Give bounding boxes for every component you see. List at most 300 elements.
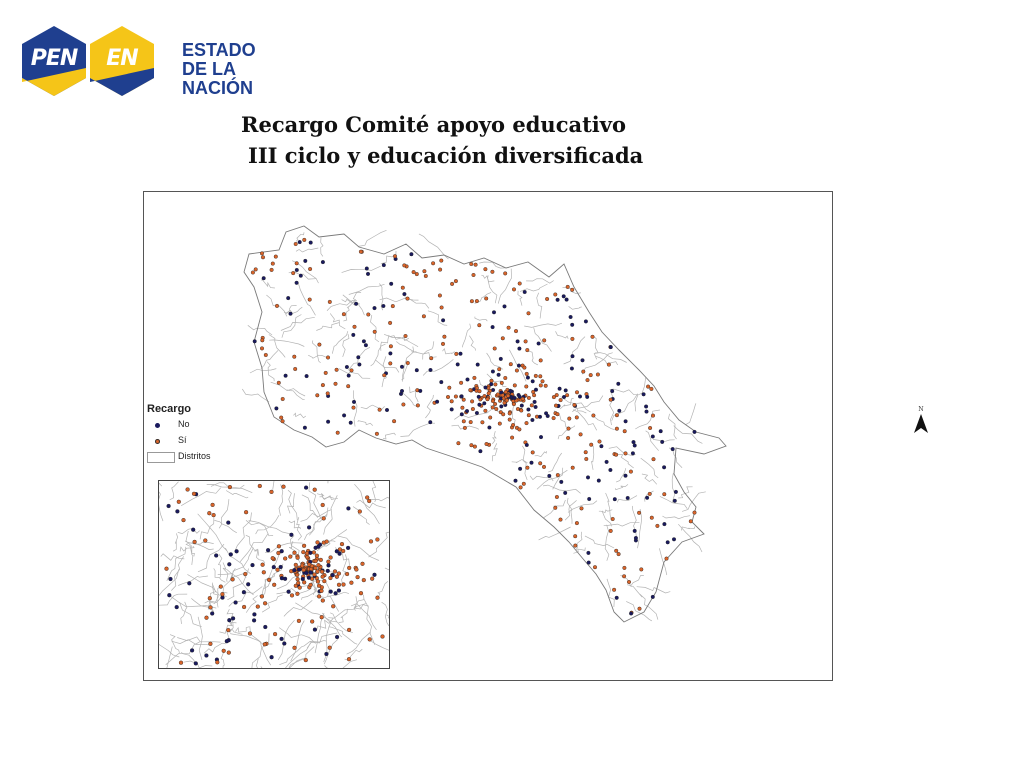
school-point: [587, 497, 591, 501]
school-point: [400, 389, 404, 393]
school-point: [637, 511, 641, 515]
school-point: [490, 379, 494, 383]
district-boundary: [235, 627, 249, 632]
school-point: [271, 556, 275, 560]
school-point: [537, 342, 541, 346]
school-point: [314, 566, 318, 570]
district-boundary: [593, 336, 598, 360]
district-boundary: [492, 431, 496, 444]
school-point: [589, 443, 593, 447]
school-point: [252, 619, 256, 623]
school-point: [316, 541, 320, 545]
school-point: [314, 559, 318, 563]
school-point: [663, 492, 667, 496]
school-point: [179, 661, 183, 665]
school-point: [652, 457, 656, 461]
school-point: [309, 241, 313, 245]
school-point: [243, 572, 247, 576]
district-boundary: [282, 315, 302, 338]
school-point: [512, 288, 516, 292]
district-boundary: [442, 349, 454, 354]
school-point: [271, 262, 275, 266]
school-point: [642, 393, 646, 397]
school-point: [385, 408, 389, 412]
school-point: [559, 518, 563, 522]
district-boundary: [548, 453, 562, 472]
school-point: [533, 400, 537, 404]
district-boundary: [668, 414, 676, 439]
school-point: [219, 585, 223, 589]
school-point: [496, 393, 500, 397]
school-point: [492, 311, 496, 315]
school-point: [617, 552, 621, 556]
school-point: [569, 315, 573, 319]
school-point: [302, 544, 306, 548]
school-point: [388, 321, 392, 325]
school-point: [359, 591, 363, 595]
school-point: [558, 387, 562, 391]
school-point: [611, 517, 615, 521]
school-point: [518, 467, 522, 471]
school-point: [525, 385, 529, 389]
school-point: [273, 632, 277, 636]
school-point: [544, 384, 548, 388]
school-point: [674, 490, 678, 494]
school-point: [367, 499, 371, 503]
school-point: [673, 499, 677, 503]
district-boundary: [488, 275, 497, 303]
school-point: [457, 441, 461, 445]
district-boundary: [376, 360, 399, 372]
school-point: [277, 551, 281, 555]
district-boundary: [159, 481, 163, 521]
school-point: [671, 447, 675, 451]
legend-no-label: No: [178, 419, 190, 429]
school-point: [450, 400, 454, 404]
district-boundary: [685, 403, 696, 424]
school-point: [209, 606, 213, 610]
school-point: [651, 435, 655, 439]
school-point: [295, 573, 299, 577]
school-point: [347, 566, 351, 570]
school-point: [486, 397, 490, 401]
school-point: [538, 462, 542, 466]
school-point: [554, 506, 558, 510]
school-point: [644, 405, 648, 409]
school-point: [274, 255, 278, 259]
school-point: [345, 365, 349, 369]
school-point: [309, 551, 313, 555]
school-point: [331, 604, 335, 608]
school-point: [429, 368, 433, 372]
school-point: [329, 556, 333, 560]
school-point: [347, 374, 351, 378]
school-point: [559, 398, 563, 402]
district-boundary: [640, 594, 658, 620]
school-point: [304, 658, 308, 662]
school-point: [461, 406, 465, 410]
school-point: [556, 298, 560, 302]
school-point: [633, 529, 637, 533]
school-point: [326, 420, 330, 424]
school-point: [581, 359, 585, 363]
school-point: [484, 409, 488, 413]
district-boundary: [423, 359, 453, 375]
school-point: [470, 262, 474, 266]
school-point: [286, 296, 290, 300]
district-boundary: [298, 282, 316, 315]
school-point: [626, 496, 630, 500]
district-boundary: [273, 481, 281, 490]
school-point: [226, 521, 230, 525]
school-point: [530, 461, 534, 465]
school-point: [526, 466, 530, 470]
school-point: [282, 485, 286, 489]
district-boundary: [596, 356, 618, 365]
school-point: [324, 371, 328, 375]
school-point: [650, 516, 654, 520]
school-point: [312, 551, 316, 555]
district-boundary: [591, 443, 594, 470]
district-boundary: [219, 554, 222, 577]
school-point: [347, 628, 351, 632]
school-point: [352, 400, 356, 404]
district-boundary: [672, 473, 675, 502]
district-boundary: [537, 293, 542, 319]
en-badge-text: EN: [106, 46, 138, 71]
district-boundary: [226, 491, 248, 498]
school-point: [258, 484, 262, 488]
school-point: [263, 625, 267, 629]
school-point: [355, 568, 359, 572]
school-point: [424, 274, 428, 278]
district-boundary: [400, 423, 435, 436]
school-point: [225, 639, 229, 643]
school-point: [365, 496, 369, 500]
school-point: [491, 270, 495, 274]
school-point: [542, 465, 546, 469]
school-point: [373, 573, 377, 577]
district-boundary: [356, 596, 377, 630]
school-point: [459, 352, 463, 356]
school-point: [485, 442, 489, 446]
school-point: [617, 382, 621, 386]
school-point: [648, 492, 652, 496]
school-point: [186, 488, 190, 492]
school-point: [302, 568, 306, 572]
school-point: [194, 662, 198, 666]
district-boundary: [236, 512, 252, 549]
school-point: [499, 357, 503, 361]
school-point: [347, 507, 351, 511]
school-point: [629, 612, 633, 616]
school-point: [459, 381, 463, 385]
district-boundary: [535, 451, 547, 457]
school-point: [539, 435, 543, 439]
school-point: [472, 273, 476, 277]
school-point: [473, 376, 477, 380]
school-point: [277, 381, 281, 385]
school-point: [514, 329, 518, 333]
district-boundary: [342, 266, 381, 272]
district-boundary: [469, 336, 475, 351]
district-boundary: [254, 551, 265, 563]
school-point: [526, 348, 530, 352]
school-point: [579, 433, 583, 437]
school-point: [345, 572, 349, 576]
school-point: [307, 576, 311, 580]
school-point: [562, 395, 566, 399]
school-point: [498, 422, 502, 426]
school-point: [231, 578, 235, 582]
legend-no-symbol: [155, 423, 160, 428]
school-point: [662, 466, 666, 470]
brand-line-1: ESTADO: [182, 40, 256, 60]
school-point: [470, 443, 474, 447]
school-point: [326, 356, 330, 360]
school-point: [317, 584, 321, 588]
school-point: [462, 420, 466, 424]
school-point: [469, 420, 473, 424]
district-boundary: [223, 563, 228, 582]
school-point: [597, 479, 601, 483]
school-point: [524, 340, 528, 344]
school-point: [356, 575, 360, 579]
school-point: [484, 267, 488, 271]
district-boundary: [250, 626, 271, 665]
school-point: [228, 485, 232, 489]
school-point: [254, 268, 258, 272]
district-boundary: [383, 433, 396, 439]
school-point: [469, 388, 473, 392]
school-point: [623, 566, 627, 570]
school-point: [519, 486, 523, 490]
school-point: [516, 340, 520, 344]
school-point: [393, 254, 397, 258]
school-point: [476, 363, 480, 367]
school-point: [586, 476, 590, 480]
district-boundary: [522, 446, 527, 480]
school-point: [429, 356, 433, 360]
school-point: [283, 557, 287, 561]
district-boundary: [161, 554, 185, 561]
school-point: [378, 408, 382, 412]
school-point: [276, 568, 280, 572]
school-point: [281, 397, 285, 401]
district-boundary: [325, 666, 343, 669]
school-point: [354, 302, 358, 306]
school-point: [309, 583, 313, 587]
school-point: [584, 320, 588, 324]
district-boundary: [637, 587, 671, 593]
school-point: [600, 444, 604, 448]
school-point: [381, 635, 385, 639]
school-point: [336, 431, 340, 435]
school-point: [523, 290, 527, 294]
school-point: [618, 409, 622, 413]
district-boundary: [250, 369, 276, 373]
school-point: [525, 372, 529, 376]
district-boundary: [308, 355, 326, 358]
school-point: [242, 590, 246, 594]
school-point: [227, 562, 231, 566]
school-point: [609, 529, 613, 533]
school-point: [660, 440, 664, 444]
district-boundary: [411, 352, 436, 358]
district-boundary: [316, 618, 333, 631]
school-point: [337, 583, 341, 587]
school-point: [333, 570, 337, 574]
school-point: [359, 250, 363, 254]
district-boundary: [371, 497, 389, 501]
school-point: [242, 605, 246, 609]
district-boundary: [358, 421, 373, 426]
school-point: [508, 418, 512, 422]
school-point: [226, 628, 230, 632]
school-point: [298, 240, 302, 244]
school-point: [613, 497, 617, 501]
school-point: [321, 260, 325, 264]
district-boundary: [296, 248, 318, 252]
school-point: [415, 368, 419, 372]
school-point: [313, 488, 317, 492]
school-point: [505, 399, 509, 403]
district-boundary: [569, 306, 582, 309]
school-point: [260, 252, 264, 256]
school-point: [501, 394, 505, 398]
school-point: [584, 450, 588, 454]
school-point: [350, 581, 354, 585]
school-point: [491, 325, 495, 329]
school-point: [585, 457, 589, 461]
school-point: [270, 655, 274, 659]
school-point: [456, 363, 460, 367]
district-boundary: [659, 548, 666, 575]
north-arrow-icon: [911, 413, 931, 435]
school-point: [346, 546, 350, 550]
school-point: [629, 470, 633, 474]
district-boundary: [249, 521, 293, 535]
school-point: [515, 369, 519, 373]
district-boundary: [329, 627, 357, 644]
legend-item-no: [147, 419, 191, 435]
school-point: [454, 279, 458, 283]
school-point: [400, 365, 404, 369]
legend-si-symbol: [155, 439, 160, 444]
district-boundary: [265, 543, 303, 553]
school-point: [591, 335, 595, 339]
school-point: [335, 368, 339, 372]
district-boundary: [267, 362, 274, 382]
school-point: [568, 417, 572, 421]
school-point: [279, 416, 283, 420]
school-point: [491, 399, 495, 403]
school-point: [304, 259, 308, 263]
school-point: [260, 595, 264, 599]
school-point: [531, 418, 535, 422]
school-point: [531, 380, 535, 384]
school-point: [320, 589, 324, 593]
school-point: [406, 297, 410, 301]
district-boundary: [271, 382, 305, 396]
district-boundary: [284, 600, 312, 616]
school-point: [587, 551, 591, 555]
district-boundary: [324, 495, 338, 534]
school-point: [316, 570, 320, 574]
school-point: [513, 384, 517, 388]
school-point: [291, 271, 295, 275]
school-point: [438, 294, 442, 298]
school-point: [646, 385, 650, 389]
school-point: [518, 282, 522, 286]
school-point: [503, 305, 507, 309]
school-point: [275, 407, 279, 411]
district-boundary: [167, 547, 186, 581]
school-point: [656, 524, 660, 528]
school-point: [580, 507, 584, 511]
school-point: [541, 380, 545, 384]
school-point: [282, 642, 286, 646]
school-point: [575, 391, 579, 395]
school-point: [392, 419, 396, 423]
school-point: [403, 264, 407, 268]
school-point: [253, 340, 257, 344]
school-point: [527, 413, 531, 417]
district-boundary: [573, 410, 597, 431]
school-point: [296, 556, 300, 560]
school-point: [208, 596, 212, 600]
north-label: N: [918, 406, 924, 413]
school-point: [325, 540, 329, 544]
school-point: [205, 616, 209, 620]
school-point: [279, 565, 283, 569]
school-point: [222, 649, 226, 653]
school-point: [598, 440, 602, 444]
school-point: [659, 429, 663, 433]
estado-de-la-nacion-logo: [20, 24, 310, 98]
district-boundary: [642, 474, 657, 484]
school-point: [358, 363, 362, 367]
district-boundary: [475, 317, 487, 322]
school-point: [349, 421, 353, 425]
school-point: [370, 577, 374, 581]
school-point: [317, 595, 321, 599]
school-point: [506, 394, 510, 398]
school-point: [375, 432, 379, 436]
school-point: [287, 590, 291, 594]
school-point: [300, 564, 304, 568]
school-point: [562, 295, 566, 299]
school-point: [305, 555, 309, 559]
school-point: [229, 553, 233, 557]
school-point: [227, 651, 231, 655]
school-point: [316, 580, 320, 584]
school-point: [693, 430, 697, 434]
district-boundary: [646, 431, 659, 451]
school-point: [527, 312, 531, 316]
school-point: [478, 403, 482, 407]
school-point: [267, 578, 271, 582]
school-point: [362, 340, 366, 344]
en-badge: [88, 24, 156, 98]
school-point: [190, 649, 194, 653]
school-point: [441, 342, 445, 346]
district-boundary: [354, 484, 379, 524]
school-point: [308, 298, 312, 302]
school-point: [373, 306, 377, 310]
school-point: [402, 403, 406, 407]
school-point: [335, 575, 339, 579]
